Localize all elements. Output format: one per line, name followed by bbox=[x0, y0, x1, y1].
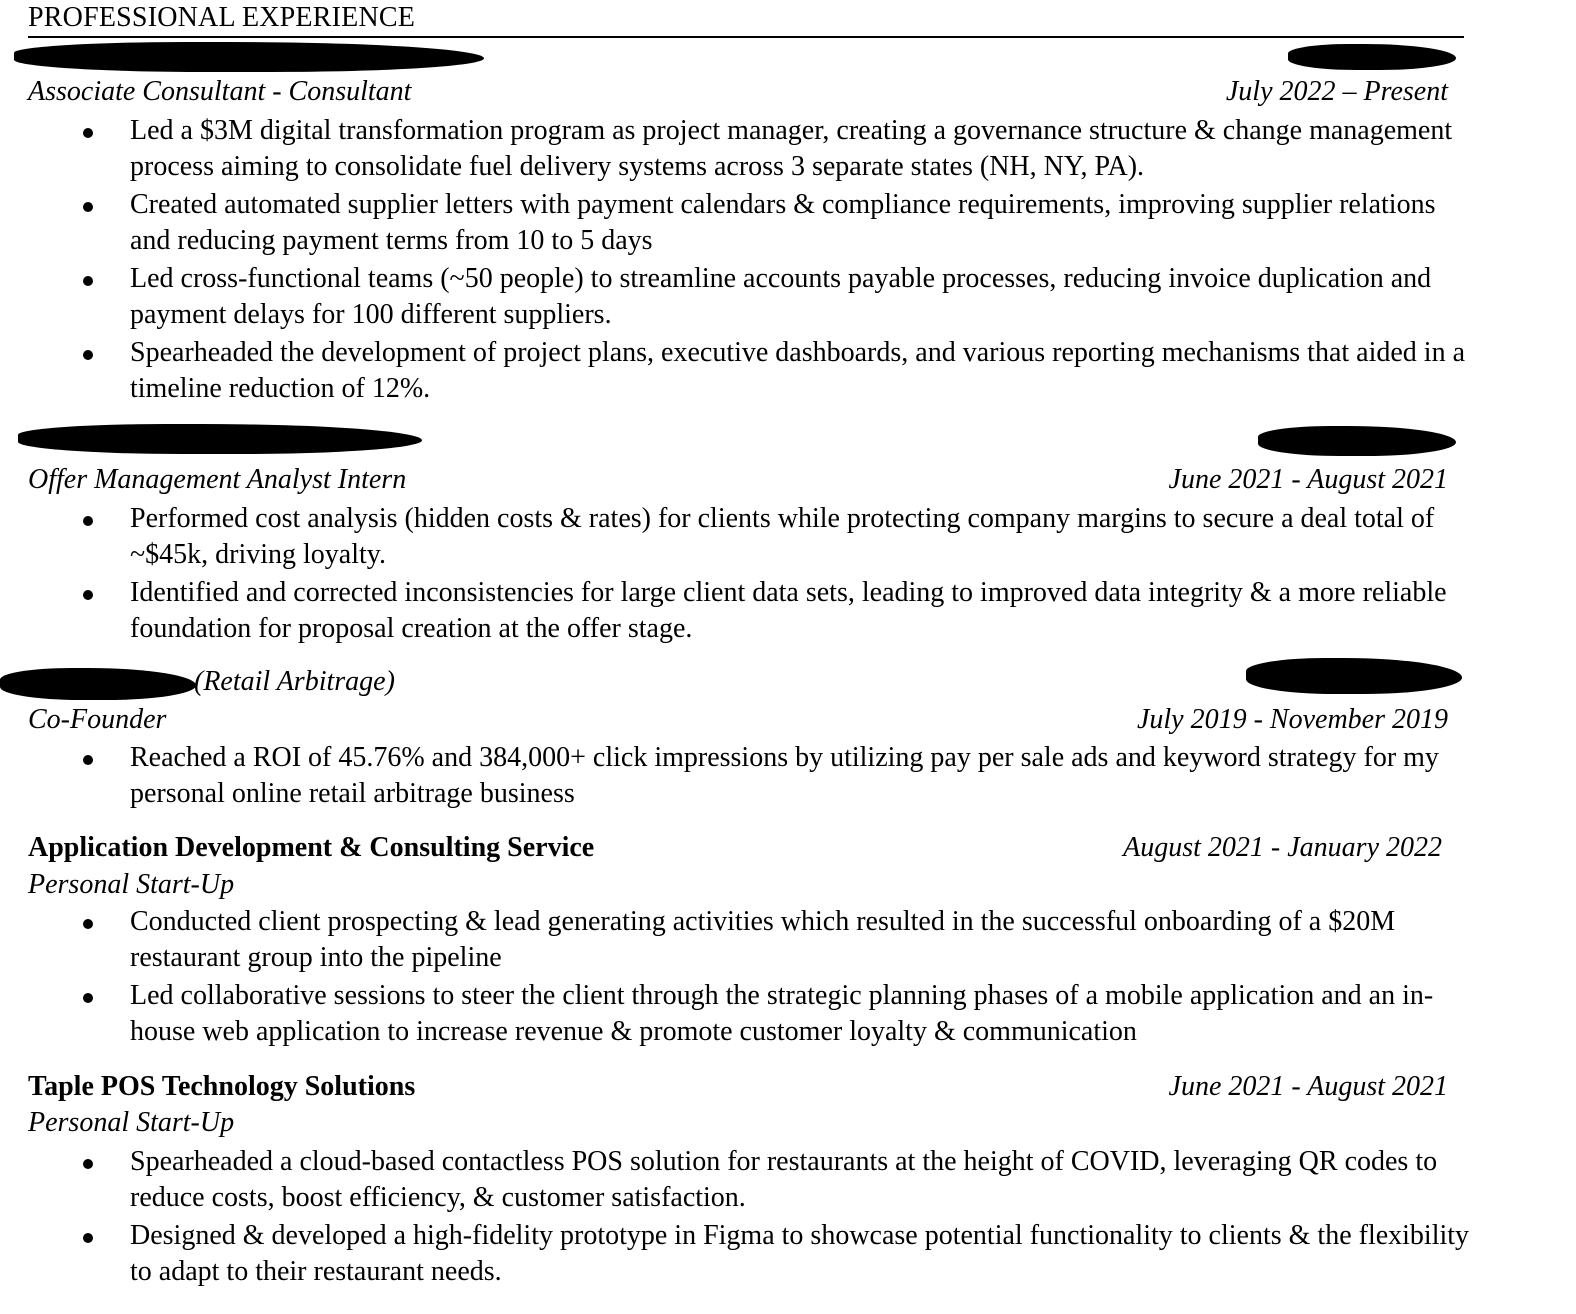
redaction-mark bbox=[1288, 44, 1456, 70]
section-title: PROFESSIONAL EXPERIENCE bbox=[28, 2, 416, 33]
job-4-company: Application Development & Consulting Service bbox=[28, 832, 595, 863]
job-4-title-row bbox=[28, 832, 1442, 866]
job-5-bullets bbox=[0, 1144, 1470, 1292]
bullet-icon bbox=[83, 755, 93, 765]
job-2-role: Offer Management Analyst Intern bbox=[28, 464, 407, 495]
bullet-icon bbox=[83, 1159, 93, 1169]
bullet-icon bbox=[83, 202, 93, 212]
redaction-mark bbox=[1258, 426, 1456, 456]
list-item: Designed & developed a high-fidelity prototype in Figma to showcase potential functionality to clients & the flexibility to adapt to their restaurant needs. bbox=[0, 1218, 1470, 1290]
job-1-dates: July 2022 – Present bbox=[1225, 76, 1448, 107]
bullet-icon bbox=[83, 516, 93, 526]
list-item: Led collaborative sessions to steer the client through the strategic planning phases of a mobile application and an in-house web application to increase revenue & promote customer loyalty & communication bbox=[0, 978, 1470, 1050]
bullet-icon bbox=[83, 276, 93, 286]
job-1-header bbox=[28, 76, 1448, 110]
job-5-dates: June 2021 - August 2021 bbox=[1168, 1071, 1448, 1102]
redaction-mark bbox=[18, 424, 422, 454]
list-item: Identified and corrected inconsistencies for large client data sets, leading to improved data integrity & a more reliable foundation for proposal creation at the offer stage. bbox=[0, 575, 1470, 647]
job-4-dates: August 2021 - January 2022 bbox=[1123, 832, 1442, 863]
redaction-mark bbox=[14, 42, 484, 72]
section-divider bbox=[28, 36, 1464, 38]
bullet-icon bbox=[83, 1233, 93, 1243]
job-2-dates: June 2021 - August 2021 bbox=[1168, 464, 1448, 495]
job-4-role: Personal Start-Up bbox=[28, 869, 235, 900]
job-1-role: Associate Consultant - Consultant bbox=[28, 76, 412, 107]
bullet-icon bbox=[83, 590, 93, 600]
list-item: Created automated supplier letters with payment calendars & compliance requirements, improving supplier relations and reducing payment terms from 10 to 5 days bbox=[0, 187, 1470, 259]
job-3-company bbox=[194, 666, 594, 700]
list-item: Performed cost analysis (hidden costs & rates) for clients while protecting company margins to secure a deal total of ~$45k, driving loyalty. bbox=[0, 501, 1470, 573]
bullet-icon bbox=[83, 919, 93, 929]
list-item: Led a $3M digital transformation program as project manager, creating a governance structure & change management process aiming to consolidate fuel delivery systems across 3 separate states (NH, NY, PA). bbox=[0, 113, 1470, 185]
job-5-title-row bbox=[28, 1071, 1448, 1105]
job-3-company-suffix: (Retail Arbitrage) bbox=[194, 666, 395, 697]
list-item: Led cross-functional teams (~50 people) to streamline accounts payable processes, reducing invoice duplication and payment delays for 100 different suppliers. bbox=[0, 261, 1470, 333]
list-item: Spearheaded a cloud-based contactless POS solution for restaurants at the height of COVID, leveraging QR codes to reduce costs, boost efficiency, & customer satisfaction. bbox=[0, 1144, 1470, 1216]
list-item: Spearheaded the development of project plans, executive dashboards, and various reporting mechanisms that aided in a timeline reduction of 12%. bbox=[0, 335, 1470, 407]
job-5-role: Personal Start-Up bbox=[28, 1107, 235, 1138]
job-3-dates: July 2019 - November 2019 bbox=[1136, 704, 1448, 735]
job-3-role: Co-Founder bbox=[28, 704, 167, 735]
bullet-icon bbox=[83, 350, 93, 360]
job-3-bullets bbox=[0, 740, 1470, 814]
job-1-bullets bbox=[0, 113, 1470, 409]
redaction-mark bbox=[0, 668, 196, 700]
job-3-header bbox=[28, 704, 1448, 738]
bullet-icon bbox=[83, 993, 93, 1003]
job-5-company: Taple POS Technology Solutions bbox=[28, 1071, 416, 1102]
redaction-mark bbox=[1246, 658, 1462, 694]
list-item: Reached a ROI of 45.76% and 384,000+ click impressions by utilizing pay per sale ads and keyword strategy for my personal online retail arbitrage business bbox=[0, 740, 1470, 812]
job-4-bullets bbox=[0, 904, 1470, 1052]
list-item: Conducted client prospecting & lead generating activities which resulted in the successful onboarding of a $20M restaurant group into the pipeline bbox=[0, 904, 1470, 976]
bullet-icon bbox=[83, 128, 93, 138]
job-2-header bbox=[28, 464, 1448, 498]
job-4-header bbox=[28, 869, 1448, 903]
job-5-header bbox=[28, 1107, 1448, 1141]
job-2-bullets bbox=[0, 501, 1470, 649]
